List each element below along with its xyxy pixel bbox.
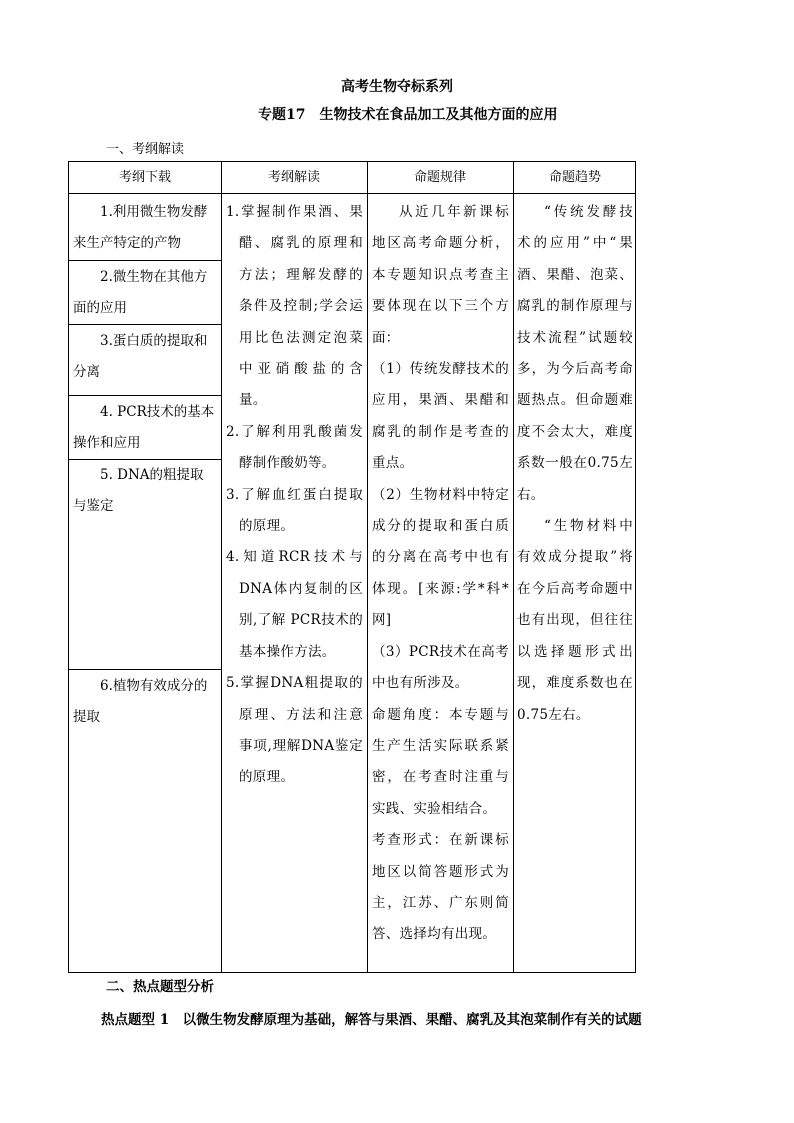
interpretation-column bbox=[226, 197, 363, 794]
syllabus-item: 4. PCR技术的基本操作和应用 bbox=[73, 404, 215, 452]
header-syllabus-interpretation: 考纲解读 bbox=[267, 170, 320, 185]
section-heading-syllabus: 一、考纲解读 bbox=[106, 142, 185, 157]
exam-pattern-column bbox=[372, 197, 509, 951]
syllabus-item: 6.植物有效成分的提取 bbox=[73, 678, 208, 726]
header-exam-trend: 命题趋势 bbox=[548, 170, 601, 185]
syllabus-item: 2.微生物在其他方面的应用 bbox=[73, 269, 208, 317]
header-exam-pattern: 命题规律 bbox=[413, 170, 466, 185]
exam-pattern-text: （1）传统发酵技术的应用，果酒、果醋和腐乳的制作是考查的重点。 bbox=[372, 361, 509, 472]
hot-topic-1: 热点题型 1 以微生物发酵原理为基础，解答与果酒、果醋、腐乳及其泡菜制作有关的试题 bbox=[101, 1012, 642, 1028]
document-topic-title: 专题17 生物技术在食品加工及其他方面的应用 bbox=[258, 107, 558, 123]
exam-pattern-text: （2）生物材料中特定成分的提取和蛋白质的分离在高考中也有体现。[来源:学*科*网] bbox=[372, 486, 509, 629]
column-divider bbox=[221, 162, 222, 972]
interpretation-item: 4.知道RCR技术与DNA体内复制的区别,了解 PCR技术的基本操作方法。 bbox=[226, 549, 363, 660]
row-divider bbox=[69, 395, 221, 396]
exam-pattern-text: （3）PCR技术在高考中也有所涉及。 bbox=[372, 643, 509, 692]
exam-trend-column bbox=[517, 197, 633, 731]
column-divider bbox=[513, 162, 514, 972]
interpretation-item: 3.了解血红蛋白提取的原理。 bbox=[226, 486, 363, 535]
syllabus-item: 5. DNA的粗提取与鉴定 bbox=[73, 467, 204, 515]
header-divider bbox=[69, 193, 635, 194]
exam-pattern-text: 从近几年新课标地区高考命题分析，本专题知识点考查主要体现在以下三个方面： bbox=[372, 204, 509, 346]
document-series-title: 高考生物夺标系列 bbox=[341, 79, 453, 95]
column-divider bbox=[367, 162, 368, 972]
row-divider bbox=[69, 260, 221, 261]
interpretation-item: 1.掌握制作果酒、果醋、腐乳的原理和方法；理解发酵的条件及控制;学会运用比色法测定泡菜中亚硝酸盐的含量。 bbox=[226, 204, 363, 409]
syllabus-item: 3.蛋白质的提取和分离 bbox=[73, 333, 208, 381]
syllabus-table bbox=[68, 161, 636, 973]
exam-trend-text: “生物材料中有效成分提取”将在今后高考命题中也有出现，但往往以选择题形式出现，难度系数也在0.75左右。 bbox=[517, 518, 633, 723]
row-divider bbox=[69, 669, 221, 670]
header-syllabus-download: 考纲下载 bbox=[118, 170, 171, 185]
section-heading-hot-topics: 二、热点题型分析 bbox=[106, 979, 214, 995]
exam-pattern-text: 命题角度：本专题与生产生活实际联系紧密，在考查时注重与实践、实验相结合。 bbox=[372, 706, 509, 817]
syllabus-item: 1.利用微生物发酵来生产特定的产物 bbox=[73, 204, 208, 252]
interpretation-item: 2.了解利用乳酸菌发酵制作酸奶等。 bbox=[226, 423, 363, 472]
exam-pattern-text: 考查形式：在新课标地区以简答题形式为主，江苏、广东则简答、选择均有出现。 bbox=[372, 832, 509, 943]
exam-trend-text: “传统发酵技术的应用”中“果酒、果醋、泡菜、腐乳的制作原理与技术流程”试题较多，为今后高考命题热点。但命题难度不会太大，难度系数一般在0.75左右。 bbox=[517, 204, 633, 503]
interpretation-item: 5.掌握DNA粗提取的原理、方法和注意事项,理解DNA鉴定的原理。 bbox=[226, 675, 363, 786]
